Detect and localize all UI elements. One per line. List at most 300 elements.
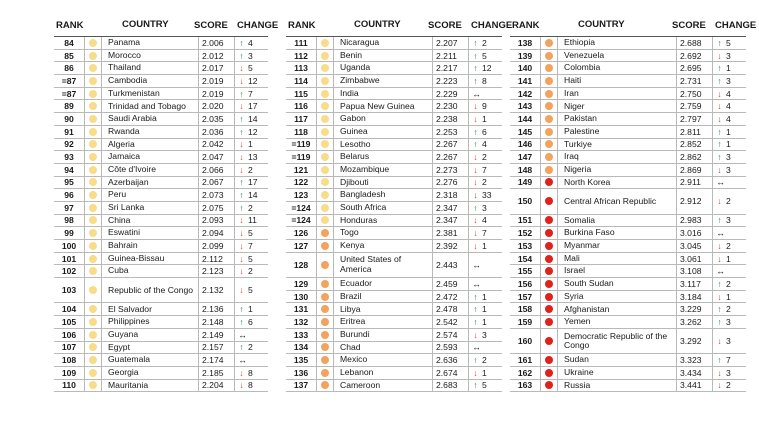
change-cell <box>468 291 502 303</box>
arrow-down-icon: ↓ <box>473 101 478 112</box>
level-cell <box>84 329 102 341</box>
level-cell <box>316 342 334 354</box>
arrow-down-icon: ↓ <box>717 50 722 61</box>
country-cell: Mali <box>564 253 580 263</box>
score-cell: 2.683 <box>432 380 468 392</box>
score-cell: 3.061 <box>676 253 712 265</box>
change-cell <box>712 303 746 315</box>
change-cell <box>234 151 268 163</box>
rank-cell: 149 <box>517 177 533 188</box>
rank-cell: 86 <box>64 63 74 74</box>
country-cell: Iraq <box>564 152 579 162</box>
change-cell <box>468 253 502 277</box>
rank-cell: 155 <box>517 266 533 277</box>
change-value: 6 <box>248 316 253 327</box>
table-row <box>510 240 746 253</box>
peace-level-dot-icon <box>89 216 97 224</box>
country-cell: China <box>108 215 131 225</box>
change-value: 1 <box>482 367 487 378</box>
score-cell: 2.006 <box>198 37 234 49</box>
table-row <box>510 37 746 50</box>
score-cell: 2.674 <box>432 367 468 379</box>
table-row <box>510 62 746 75</box>
score-cell: 2.759 <box>676 100 712 112</box>
change-value: 2 <box>726 196 731 207</box>
peace-level-dot-icon <box>89 356 97 364</box>
score-cell: 2.238 <box>432 113 468 125</box>
level-cell <box>84 62 102 74</box>
level-cell <box>316 100 334 112</box>
change-cell <box>712 177 746 189</box>
arrow-down-icon: ↓ <box>239 152 244 163</box>
arrow-down-icon: ↓ <box>473 164 478 175</box>
score-cell: 2.035 <box>198 113 234 125</box>
rank-cell: 92 <box>64 139 74 150</box>
country-cell: Thailand <box>108 63 141 73</box>
rank-cell: 150 <box>517 196 533 207</box>
table-row <box>286 342 502 355</box>
score-cell: 3.108 <box>676 265 712 277</box>
country-cell: Russia <box>564 380 591 390</box>
peace-level-dot-icon <box>89 381 97 389</box>
table-row <box>54 139 268 152</box>
peace-level-dot-icon <box>321 77 329 85</box>
country-cell: Zimbabwe <box>340 76 380 86</box>
level-cell <box>316 367 334 379</box>
table-row <box>286 227 502 240</box>
rank-cell: 140 <box>517 63 533 74</box>
level-cell <box>316 227 334 239</box>
arrow-down-icon: ↓ <box>717 113 722 124</box>
change-cell <box>234 100 268 112</box>
level-cell <box>540 316 558 328</box>
table-row <box>54 88 268 101</box>
peace-level-dot-icon <box>545 197 553 205</box>
arrow-down-icon: ↓ <box>239 101 244 112</box>
table-row <box>54 126 268 139</box>
peace-level-dot-icon <box>321 64 329 72</box>
rank-cell: 151 <box>517 215 533 226</box>
change-value: 3 <box>248 50 253 61</box>
peace-level-dot-icon <box>321 356 329 364</box>
country-cell: Saudi Arabia <box>108 114 157 124</box>
score-cell: 2.459 <box>432 278 468 290</box>
score-cell: 2.017 <box>198 62 234 74</box>
change-value: 5 <box>248 63 253 74</box>
country-cell: Panama <box>108 38 141 48</box>
change-cell <box>712 278 746 290</box>
country-cell: Nigeria <box>564 164 592 174</box>
change-cell <box>468 354 502 366</box>
change-value: 5 <box>482 380 487 391</box>
score-cell: 2.636 <box>432 354 468 366</box>
change-cell <box>234 380 268 392</box>
peace-level-dot-icon <box>321 229 329 237</box>
arrow-down-icon: ↓ <box>473 152 478 163</box>
change-value: 12 <box>248 126 258 137</box>
score-cell: 2.075 <box>198 202 234 214</box>
level-cell <box>316 75 334 87</box>
arrow-down-icon: ↓ <box>717 367 722 378</box>
level-cell <box>540 100 558 112</box>
peace-level-dot-icon <box>89 178 97 186</box>
score-cell: 3.016 <box>676 227 712 239</box>
score-cell: 2.073 <box>198 189 234 201</box>
level-cell <box>84 139 102 151</box>
change-cell <box>468 113 502 125</box>
table-header <box>54 14 279 37</box>
rank-cell: 163 <box>517 380 533 391</box>
arrow-up-icon: ↑ <box>473 304 478 315</box>
level-cell <box>84 215 102 227</box>
change-value: 2 <box>248 202 253 213</box>
peace-level-dot-icon <box>321 331 329 339</box>
peace-level-dot-icon <box>89 90 97 98</box>
level-cell <box>540 113 558 125</box>
table-row <box>286 151 502 164</box>
arrow-down-icon: ↓ <box>473 367 478 378</box>
level-cell <box>316 253 334 277</box>
table-row <box>286 380 502 393</box>
level-cell <box>316 139 334 151</box>
arrow-down-icon: ↓ <box>239 63 244 74</box>
score-cell: 2.542 <box>432 316 468 328</box>
level-cell <box>84 126 102 138</box>
table-row <box>54 227 268 240</box>
table-row <box>286 126 502 139</box>
change-value: 7 <box>248 88 253 99</box>
score-header: SCORE <box>194 19 228 31</box>
level-cell <box>316 303 334 315</box>
peace-level-dot-icon <box>321 242 329 250</box>
table-row <box>286 240 502 253</box>
table-row <box>510 177 746 190</box>
change-cell <box>712 151 746 163</box>
score-cell: 2.688 <box>676 37 712 49</box>
level-cell <box>540 50 558 62</box>
table-row <box>286 354 502 367</box>
arrow-up-icon: ↑ <box>717 355 722 366</box>
arrow-down-icon: ↓ <box>717 291 722 302</box>
level-cell <box>540 367 558 379</box>
rank-cell: 156 <box>517 278 533 289</box>
level-cell <box>316 240 334 252</box>
table-row <box>286 62 502 75</box>
level-cell <box>84 380 102 392</box>
change-cell <box>234 215 268 227</box>
level-header-spacer <box>542 14 558 36</box>
change-cell <box>468 177 502 189</box>
arrow-down-icon: ↓ <box>717 101 722 112</box>
country-cell: Azerbaijan <box>108 177 149 187</box>
change-cell <box>712 139 746 151</box>
score-cell: 2.983 <box>676 215 712 227</box>
level-cell <box>540 240 558 252</box>
arrow-down-icon: ↓ <box>717 380 722 391</box>
level-cell <box>84 342 102 354</box>
score-cell: 2.862 <box>676 151 712 163</box>
change-value: 5 <box>248 285 253 296</box>
level-cell <box>316 202 334 214</box>
table-row <box>286 215 502 228</box>
rank-cell: 148 <box>517 164 533 175</box>
country-cell: Mexico <box>340 355 368 365</box>
change-value: 12 <box>248 75 258 86</box>
change-cell <box>234 342 268 354</box>
rank-cell: 115 <box>294 88 308 99</box>
change-cell <box>712 380 746 392</box>
peace-level-dot-icon <box>89 267 97 275</box>
table-row <box>286 202 502 215</box>
rank-cell: 111 <box>294 37 308 48</box>
arrow-up-icon: ↑ <box>239 113 244 124</box>
country-cell: Iran <box>564 88 579 98</box>
rank-cell: 117 <box>294 113 308 124</box>
change-value: 1 <box>726 291 731 302</box>
level-cell <box>316 177 334 189</box>
arrow-both-icon: ↔ <box>472 259 481 270</box>
table-row <box>54 100 268 113</box>
score-cell: 2.207 <box>432 37 468 49</box>
arrow-up-icon: ↑ <box>473 75 478 86</box>
country-cell: Colombia <box>564 63 601 73</box>
table-row <box>286 316 502 329</box>
score-cell: 2.047 <box>198 151 234 163</box>
change-cell <box>234 303 268 315</box>
table-row <box>510 164 746 177</box>
arrow-up-icon: ↑ <box>239 177 244 188</box>
rank-cell: 95 <box>64 177 74 188</box>
change-cell <box>234 354 268 366</box>
change-value: 1 <box>726 126 731 137</box>
change-value: 4 <box>726 113 731 124</box>
arrow-down-icon: ↓ <box>473 190 478 201</box>
change-cell <box>234 62 268 74</box>
arrow-down-icon: ↓ <box>239 75 244 86</box>
country-cell: Israel <box>564 266 586 276</box>
change-value: 1 <box>726 139 731 150</box>
peace-level-dot-icon <box>545 356 553 364</box>
score-cell: 2.811 <box>676 126 712 138</box>
table-row <box>510 354 746 367</box>
level-cell <box>84 278 102 302</box>
country-cell: Uganda <box>340 63 371 73</box>
change-cell <box>712 50 746 62</box>
change-cell <box>234 50 268 62</box>
peace-level-dot-icon <box>545 229 553 237</box>
change-value: 3 <box>482 202 487 213</box>
level-cell <box>540 380 558 392</box>
change-cell <box>468 189 502 201</box>
table-row <box>286 75 502 88</box>
change-value: 4 <box>482 215 487 226</box>
score-cell: 2.174 <box>198 354 234 366</box>
peace-level-dot-icon <box>89 102 97 110</box>
rank-cell: 85 <box>64 50 74 61</box>
country-cell: Papua New Guinea <box>340 101 415 111</box>
change-cell <box>468 75 502 87</box>
arrow-up-icon: ↑ <box>473 202 478 213</box>
change-value: 3 <box>726 316 731 327</box>
score-cell: 2.230 <box>432 100 468 112</box>
score-cell: 2.478 <box>432 303 468 315</box>
score-cell: 2.067 <box>198 177 234 189</box>
change-cell <box>712 329 746 353</box>
peace-level-dot-icon <box>321 343 329 351</box>
peace-level-dot-icon <box>89 318 97 326</box>
change-value: 1 <box>482 240 487 251</box>
table-row <box>510 126 746 139</box>
change-cell <box>468 227 502 239</box>
score-cell: 2.443 <box>432 253 468 277</box>
score-cell: 2.099 <box>198 240 234 252</box>
ranking-table-3 <box>510 14 757 392</box>
level-cell <box>540 139 558 151</box>
table-row <box>286 189 502 202</box>
change-cell <box>712 240 746 252</box>
arrow-up-icon: ↑ <box>717 152 722 163</box>
table-row <box>286 177 502 190</box>
rank-cell: 96 <box>64 190 74 201</box>
level-header-spacer <box>318 14 334 36</box>
change-value: 1 <box>726 253 731 264</box>
score-cell: 2.347 <box>432 202 468 214</box>
change-cell <box>468 202 502 214</box>
change-cell <box>712 253 746 265</box>
table-row <box>510 189 746 214</box>
score-cell: 2.148 <box>198 316 234 328</box>
arrow-both-icon: ↔ <box>472 88 481 99</box>
table-header <box>286 14 513 37</box>
peace-level-dot-icon <box>545 115 553 123</box>
rank-cell: 152 <box>517 228 533 239</box>
score-cell: 3.262 <box>676 316 712 328</box>
country-header: COUNTRY <box>354 20 401 30</box>
arrow-down-icon: ↓ <box>473 215 478 226</box>
score-cell: 2.217 <box>432 62 468 74</box>
arrow-both-icon: ↔ <box>472 278 481 289</box>
rank-cell: 135 <box>293 355 309 366</box>
change-cell <box>712 126 746 138</box>
score-cell: 3.117 <box>676 278 712 290</box>
level-cell <box>540 253 558 265</box>
peace-level-dot-icon <box>545 242 553 250</box>
peace-level-dot-icon <box>545 153 553 161</box>
arrow-up-icon: ↑ <box>473 126 478 137</box>
score-cell: 2.211 <box>432 50 468 62</box>
level-cell <box>316 380 334 392</box>
change-value: 9 <box>482 101 487 112</box>
change-value: 3 <box>482 329 487 340</box>
rank-cell: 90 <box>64 113 74 124</box>
peace-level-dot-icon <box>321 204 329 212</box>
arrow-up-icon: ↑ <box>239 342 244 353</box>
country-cell: Yemen <box>564 317 591 327</box>
peace-level-dot-icon <box>89 64 97 72</box>
country-cell: Eswatini <box>108 228 140 238</box>
peace-level-dot-icon <box>545 39 553 47</box>
table-row <box>286 50 502 63</box>
level-cell <box>84 303 102 315</box>
arrow-down-icon: ↓ <box>239 253 244 264</box>
peace-level-dot-icon <box>89 286 97 294</box>
level-cell <box>316 354 334 366</box>
country-cell: Belarus <box>340 152 370 162</box>
level-cell <box>84 202 102 214</box>
rank-cell: 159 <box>517 316 533 327</box>
level-header-spacer <box>86 14 102 36</box>
score-cell: 2.273 <box>432 164 468 176</box>
change-value: 2 <box>248 266 253 277</box>
score-cell: 2.112 <box>198 253 234 265</box>
change-value: 17 <box>248 101 258 112</box>
arrow-down-icon: ↓ <box>239 380 244 391</box>
rank-cell: 112 <box>294 50 308 61</box>
table-row <box>510 278 746 291</box>
change-cell <box>712 100 746 112</box>
country-cell: Lesotho <box>340 139 371 149</box>
table-row <box>54 50 268 63</box>
peace-level-dot-icon <box>89 242 97 250</box>
country-cell: Burkina Faso <box>564 228 615 238</box>
arrow-up-icon: ↑ <box>717 63 722 74</box>
rank-cell: 137 <box>293 380 309 391</box>
peace-level-dot-icon <box>545 293 553 301</box>
table-row <box>510 50 746 63</box>
peace-level-dot-icon <box>321 39 329 47</box>
country-cell: Republic of the Congo <box>108 285 194 295</box>
country-cell: Cameroon <box>340 380 381 390</box>
score-cell: 2.093 <box>198 215 234 227</box>
country-cell: Lebanon <box>340 367 374 377</box>
rank-cell: 97 <box>64 202 74 213</box>
table-row <box>510 215 746 228</box>
score-cell: 2.869 <box>676 164 712 176</box>
score-cell: 3.184 <box>676 291 712 303</box>
change-value: 7 <box>482 164 487 175</box>
arrow-up-icon: ↑ <box>717 126 722 137</box>
change-cell <box>468 316 502 328</box>
arrow-up-icon: ↑ <box>473 355 478 366</box>
arrow-down-icon: ↓ <box>239 228 244 239</box>
country-cell: Turkmenistan <box>108 88 160 98</box>
country-cell: Libya <box>340 304 361 314</box>
change-header: CHANGE <box>715 19 757 31</box>
change-cell <box>468 126 502 138</box>
rank-header: RANK <box>512 19 540 31</box>
table-row <box>510 139 746 152</box>
change-cell <box>468 151 502 163</box>
level-cell <box>316 329 334 341</box>
arrow-up-icon: ↑ <box>239 126 244 137</box>
peace-level-dot-icon <box>321 318 329 326</box>
change-value: 8 <box>482 75 487 86</box>
arrow-up-icon: ↑ <box>239 304 244 315</box>
score-cell: 3.045 <box>676 240 712 252</box>
country-cell: Sri Lanka <box>108 203 145 213</box>
rank-cell: 144 <box>517 113 533 124</box>
score-cell: 2.066 <box>198 164 234 176</box>
table-row <box>54 354 268 367</box>
change-value: 11 <box>248 215 257 226</box>
peace-level-dot-icon <box>321 305 329 313</box>
score-cell: 3.292 <box>676 329 712 353</box>
rank-cell: 101 <box>61 253 77 264</box>
change-cell <box>712 189 746 213</box>
table-row <box>54 253 268 266</box>
score-cell: 2.157 <box>198 342 234 354</box>
country-cell: Egypt <box>108 342 130 352</box>
